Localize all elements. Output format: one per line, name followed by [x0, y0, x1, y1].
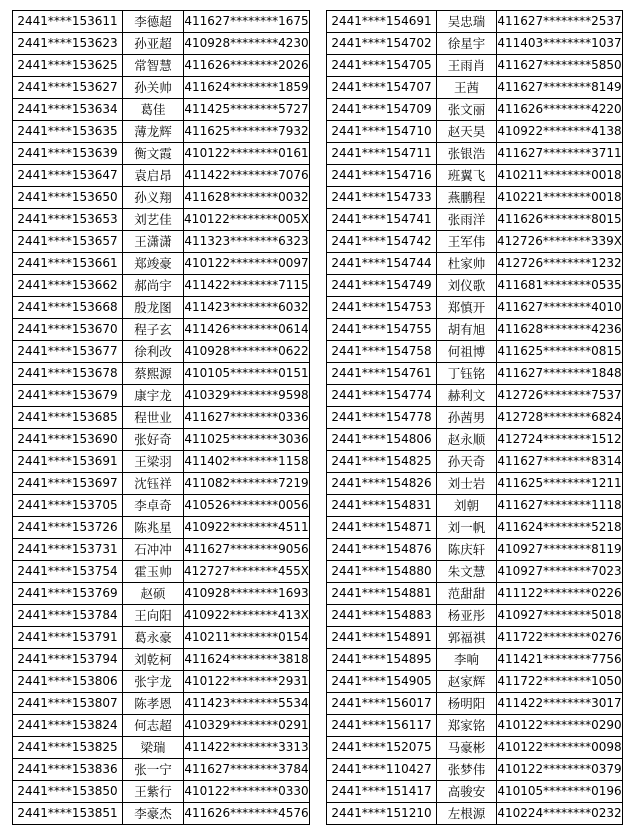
table-row [327, 231, 623, 253]
table-row [13, 759, 310, 781]
name-cell: 石冲冲 [123, 539, 184, 561]
name-cell: 李德超 [123, 11, 184, 33]
table-row [327, 451, 623, 473]
table-row [327, 33, 623, 55]
name-cell: 班翼飞 [437, 165, 497, 187]
table-row [327, 253, 623, 275]
name-cell: 康宇龙 [123, 385, 184, 407]
exam-id-cell: 2441****153677 [13, 341, 123, 363]
name-cell: 王潇潇 [123, 231, 184, 253]
table-row [13, 363, 310, 385]
id-card-cell: 411624********1859 [184, 77, 310, 99]
exam-id-cell: 2441****153807 [13, 693, 123, 715]
name-cell: 郑家铭 [437, 715, 497, 737]
table-row [13, 11, 310, 33]
name-cell: 丁钰铭 [437, 363, 497, 385]
name-cell: 刘士岩 [437, 473, 497, 495]
exam-id-cell: 2441****153639 [13, 143, 123, 165]
id-card-cell: 410526********0056 [184, 495, 310, 517]
name-cell: 王茜 [437, 77, 497, 99]
id-card-cell: 411423********5534 [184, 693, 310, 715]
id-card-cell: 411122********0226 [497, 583, 623, 605]
name-cell: 刘乾柯 [123, 649, 184, 671]
exam-id-cell: 2441****154702 [327, 33, 437, 55]
table-row [13, 627, 310, 649]
exam-id-cell: 2441****154711 [327, 143, 437, 165]
table-row [13, 671, 310, 693]
id-card-cell: 412728********6824 [497, 407, 623, 429]
id-card-cell: 411681********0535 [497, 275, 623, 297]
name-cell: 陈孝恩 [123, 693, 184, 715]
id-card-cell: 410927********7023 [497, 561, 623, 583]
exam-id-cell: 2441****154774 [327, 385, 437, 407]
exam-id-cell: 2441****154755 [327, 319, 437, 341]
id-card-cell: 412724********1512 [497, 429, 623, 451]
exam-id-cell: 2441****154905 [327, 671, 437, 693]
table-row [13, 121, 310, 143]
exam-id-cell: 2441****153850 [13, 781, 123, 803]
exam-id-cell: 2441****153653 [13, 209, 123, 231]
id-card-cell: 411627********1848 [497, 363, 623, 385]
name-cell: 刘仪歌 [437, 275, 497, 297]
id-card-cell: 412726********7537 [497, 385, 623, 407]
table-row [327, 737, 623, 759]
table-row [13, 143, 310, 165]
name-cell: 王军伟 [437, 231, 497, 253]
table-row [13, 275, 310, 297]
exam-id-cell: 2441****153623 [13, 33, 123, 55]
id-card-cell: 411626********4576 [184, 803, 310, 825]
id-card-cell: 412726********339X [497, 231, 623, 253]
id-card-cell: 411627********1675 [184, 11, 310, 33]
name-cell: 蔡熙源 [123, 363, 184, 385]
id-card-cell: 410922********4138 [497, 121, 623, 143]
table-row [13, 55, 310, 77]
id-card-cell: 411626********4220 [497, 99, 623, 121]
exam-id-cell: 2441****154733 [327, 187, 437, 209]
id-card-cell: 411627********0336 [184, 407, 310, 429]
name-cell: 李豪杰 [123, 803, 184, 825]
name-cell: 朱文慧 [437, 561, 497, 583]
id-card-cell: 411627********1118 [497, 495, 623, 517]
name-cell: 薄龙辉 [123, 121, 184, 143]
table-row [13, 231, 310, 253]
name-cell: 赫利文 [437, 385, 497, 407]
exam-id-cell: 2441****156017 [327, 693, 437, 715]
exam-id-cell: 2441****153836 [13, 759, 123, 781]
exam-id-cell: 2441****154749 [327, 275, 437, 297]
table-row [327, 187, 623, 209]
exam-id-cell: 2441****153647 [13, 165, 123, 187]
exam-id-cell: 2441****154883 [327, 605, 437, 627]
exam-id-cell: 2441****153754 [13, 561, 123, 583]
exam-id-cell: 2441****153678 [13, 363, 123, 385]
exam-id-cell: 2441****153661 [13, 253, 123, 275]
name-cell: 杨明阳 [437, 693, 497, 715]
table-row [327, 715, 623, 737]
name-cell: 葛佳 [123, 99, 184, 121]
id-card-cell: 410329********9598 [184, 385, 310, 407]
exam-id-cell: 2441****154891 [327, 627, 437, 649]
table-row [13, 539, 310, 561]
exam-id-cell: 2441****154753 [327, 297, 437, 319]
name-cell: 何志超 [123, 715, 184, 737]
table-row [327, 77, 623, 99]
name-cell: 常智慧 [123, 55, 184, 77]
id-card-cell: 410927********8119 [497, 539, 623, 561]
id-card-cell: 412726********1232 [497, 253, 623, 275]
id-card-cell: 410122********0290 [497, 715, 623, 737]
table-row [327, 473, 623, 495]
id-card-cell: 410211********0018 [497, 165, 623, 187]
table-row [13, 451, 310, 473]
table-row [327, 693, 623, 715]
name-cell: 张一宁 [123, 759, 184, 781]
exam-id-cell: 2441****153697 [13, 473, 123, 495]
exam-id-cell: 2441****154881 [327, 583, 437, 605]
exam-id-cell: 2441****153691 [13, 451, 123, 473]
table-row [13, 583, 310, 605]
name-cell: 赵家辉 [437, 671, 497, 693]
table-row [327, 121, 623, 143]
table-row [13, 473, 310, 495]
exam-id-cell: 2441****154895 [327, 649, 437, 671]
table-row [327, 341, 623, 363]
name-cell: 刘一帆 [437, 517, 497, 539]
table-row [327, 363, 623, 385]
name-cell: 陈兆星 [123, 517, 184, 539]
name-cell: 张宇龙 [123, 671, 184, 693]
exam-id-cell: 2441****154871 [327, 517, 437, 539]
table-row [13, 99, 310, 121]
table-row [327, 561, 623, 583]
name-cell: 王雨肖 [437, 55, 497, 77]
table-row [13, 561, 310, 583]
id-card-cell: 411422********3313 [184, 737, 310, 759]
exam-id-cell: 2441****153635 [13, 121, 123, 143]
exam-id-cell: 2441****153611 [13, 11, 123, 33]
id-card-cell: 411628********4236 [497, 319, 623, 341]
exam-id-cell: 2441****110427 [327, 759, 437, 781]
id-card-cell: 411082********7219 [184, 473, 310, 495]
exam-id-cell: 2441****154742 [327, 231, 437, 253]
table-row [327, 407, 623, 429]
id-card-cell: 411627********8149 [497, 77, 623, 99]
exam-id-cell: 2441****154744 [327, 253, 437, 275]
id-card-cell: 411025********3036 [184, 429, 310, 451]
name-cell: 王梁羽 [123, 451, 184, 473]
name-cell: 吴忠瑞 [437, 11, 497, 33]
name-cell: 郭福祺 [437, 627, 497, 649]
exam-id-cell: 2441****153662 [13, 275, 123, 297]
name-cell: 李响 [437, 649, 497, 671]
exam-id-cell: 2441****153825 [13, 737, 123, 759]
name-cell: 孙茜男 [437, 407, 497, 429]
table-row [327, 385, 623, 407]
name-cell: 杜家帅 [437, 253, 497, 275]
id-card-cell: 411402********1158 [184, 451, 310, 473]
name-cell: 郑慎开 [437, 297, 497, 319]
name-cell: 赵硕 [123, 583, 184, 605]
name-cell: 衡文霞 [123, 143, 184, 165]
table-row [327, 671, 623, 693]
exam-id-cell: 2441****153634 [13, 99, 123, 121]
exam-id-cell: 2441****153670 [13, 319, 123, 341]
name-cell: 高骏安 [437, 781, 497, 803]
name-cell: 殷龙图 [123, 297, 184, 319]
name-cell: 刘朝 [437, 495, 497, 517]
id-card-cell: 410927********5018 [497, 605, 623, 627]
exam-id-cell: 2441****153851 [13, 803, 123, 825]
table-row [327, 55, 623, 77]
table-row [13, 165, 310, 187]
exam-id-cell: 2441****154880 [327, 561, 437, 583]
name-cell: 葛永豪 [123, 627, 184, 649]
table-row [327, 429, 623, 451]
name-cell: 范甜甜 [437, 583, 497, 605]
table-row [13, 187, 310, 209]
id-card-cell: 411422********3017 [497, 693, 623, 715]
name-cell: 程世业 [123, 407, 184, 429]
table-row [13, 715, 310, 737]
name-cell: 张银浩 [437, 143, 497, 165]
exam-id-cell: 2441****154707 [327, 77, 437, 99]
id-card-cell: 410928********1693 [184, 583, 310, 605]
id-card-cell: 411403********1037 [497, 33, 623, 55]
id-card-cell: 411627********3784 [184, 759, 310, 781]
table-row [13, 407, 310, 429]
name-cell: 张梦伟 [437, 759, 497, 781]
name-cell: 孙关帅 [123, 77, 184, 99]
name-cell: 袁启昂 [123, 165, 184, 187]
exam-id-cell: 2441****153625 [13, 55, 123, 77]
table-row [13, 803, 310, 825]
id-card-cell: 411626********2026 [184, 55, 310, 77]
id-card-cell: 411425********5727 [184, 99, 310, 121]
table-row [327, 539, 623, 561]
exam-id-cell: 2441****154691 [327, 11, 437, 33]
name-cell: 程子玄 [123, 319, 184, 341]
name-cell: 徐星宇 [437, 33, 497, 55]
name-cell: 沈钰祥 [123, 473, 184, 495]
name-cell: 张文丽 [437, 99, 497, 121]
table-row [13, 429, 310, 451]
id-card-cell: 411422********7076 [184, 165, 310, 187]
table-row [327, 165, 623, 187]
table-row [327, 275, 623, 297]
table-row [13, 385, 310, 407]
id-card-cell: 410122********2931 [184, 671, 310, 693]
exam-id-cell: 2441****153794 [13, 649, 123, 671]
table-row [13, 649, 310, 671]
table-row [327, 605, 623, 627]
name-cell: 左根源 [437, 803, 497, 825]
exam-id-cell: 2441****153769 [13, 583, 123, 605]
id-card-cell: 411627********5850 [497, 55, 623, 77]
exam-id-cell: 2441****153690 [13, 429, 123, 451]
name-cell: 张雨洋 [437, 209, 497, 231]
table-row [13, 341, 310, 363]
name-cell: 李卓奇 [123, 495, 184, 517]
id-card-cell: 410122********005X [184, 209, 310, 231]
id-card-cell: 411627********2537 [497, 11, 623, 33]
exam-id-cell: 2441****153806 [13, 671, 123, 693]
name-cell: 孙天奇 [437, 451, 497, 473]
name-cell: 赵天昊 [437, 121, 497, 143]
id-card-cell: 411722********0276 [497, 627, 623, 649]
id-card-cell: 410122********0161 [184, 143, 310, 165]
name-cell: 马豪彬 [437, 737, 497, 759]
table-row [327, 209, 623, 231]
exam-id-cell: 2441****153657 [13, 231, 123, 253]
name-cell: 胡有旭 [437, 319, 497, 341]
table-row [327, 517, 623, 539]
id-card-cell: 411421********7756 [497, 649, 623, 671]
id-card-cell: 411628********0032 [184, 187, 310, 209]
exam-id-cell: 2441****151417 [327, 781, 437, 803]
id-card-cell: 412727********455X [184, 561, 310, 583]
id-card-cell: 411627********4010 [497, 297, 623, 319]
name-cell: 王向阳 [123, 605, 184, 627]
id-card-cell: 411627********8314 [497, 451, 623, 473]
id-card-cell: 411626********8015 [497, 209, 623, 231]
exam-id-cell: 2441****154761 [327, 363, 437, 385]
table-row [327, 495, 623, 517]
exam-id-cell: 2441****154806 [327, 429, 437, 451]
candidate-table-left [12, 10, 310, 825]
table-row [327, 781, 623, 803]
table-row [327, 99, 623, 121]
exam-id-cell: 2441****152075 [327, 737, 437, 759]
exam-id-cell: 2441****154825 [327, 451, 437, 473]
id-card-cell: 410928********4230 [184, 33, 310, 55]
name-cell: 燕鹏程 [437, 187, 497, 209]
id-card-cell: 410928********0622 [184, 341, 310, 363]
id-card-cell: 410329********0291 [184, 715, 310, 737]
table-row [327, 627, 623, 649]
exam-id-cell: 2441****153679 [13, 385, 123, 407]
name-cell: 刘艺佳 [123, 209, 184, 231]
id-card-cell: 411625********7932 [184, 121, 310, 143]
table-row [13, 781, 310, 803]
exam-id-cell: 2441****153685 [13, 407, 123, 429]
table-row [327, 319, 623, 341]
name-cell: 徐利改 [123, 341, 184, 363]
id-card-cell: 410122********0379 [497, 759, 623, 781]
id-card-cell: 411625********1211 [497, 473, 623, 495]
table-row [327, 297, 623, 319]
exam-id-cell: 2441****154716 [327, 165, 437, 187]
table-row [13, 297, 310, 319]
table-row [13, 605, 310, 627]
table-row [13, 77, 310, 99]
id-card-cell: 410221********0018 [497, 187, 623, 209]
id-card-cell: 410224********0232 [497, 803, 623, 825]
id-card-cell: 410922********413X [184, 605, 310, 627]
id-card-cell: 410922********4511 [184, 517, 310, 539]
name-cell: 何祖博 [437, 341, 497, 363]
exam-id-cell: 2441****154709 [327, 99, 437, 121]
exam-id-cell: 2441****154710 [327, 121, 437, 143]
id-card-cell: 411627********9056 [184, 539, 310, 561]
exam-id-cell: 2441****154741 [327, 209, 437, 231]
exam-id-cell: 2441****154778 [327, 407, 437, 429]
exam-id-cell: 2441****154831 [327, 495, 437, 517]
name-cell: 孙亚超 [123, 33, 184, 55]
id-card-cell: 411625********0815 [497, 341, 623, 363]
exam-id-cell: 2441****156117 [327, 715, 437, 737]
name-cell: 张好奇 [123, 429, 184, 451]
name-cell: 赵永顺 [437, 429, 497, 451]
exam-id-cell: 2441****153668 [13, 297, 123, 319]
id-card-cell: 410105********0151 [184, 363, 310, 385]
name-cell: 陈庆轩 [437, 539, 497, 561]
exam-id-cell: 2441****153650 [13, 187, 123, 209]
table-row [13, 517, 310, 539]
table-row [13, 737, 310, 759]
id-card-cell: 411423********6032 [184, 297, 310, 319]
table-row [13, 33, 310, 55]
candidate-table-right [326, 10, 623, 825]
table-row [327, 759, 623, 781]
table-row [327, 583, 623, 605]
name-cell: 梁瑞 [123, 737, 184, 759]
exam-id-cell: 2441****153824 [13, 715, 123, 737]
exam-id-cell: 2441****154705 [327, 55, 437, 77]
table-row [327, 649, 623, 671]
id-card-cell: 411624********5218 [497, 517, 623, 539]
table-row [327, 803, 623, 825]
name-cell: 孙义翔 [123, 187, 184, 209]
table-row [13, 495, 310, 517]
exam-id-cell: 2441****153726 [13, 517, 123, 539]
id-card-cell: 411426********0614 [184, 319, 310, 341]
table-row [13, 253, 310, 275]
exam-id-cell: 2441****153791 [13, 627, 123, 649]
id-card-cell: 410211********0154 [184, 627, 310, 649]
id-card-cell: 411422********7115 [184, 275, 310, 297]
name-cell: 郑竣豪 [123, 253, 184, 275]
exam-id-cell: 2441****153627 [13, 77, 123, 99]
id-card-cell: 411323********6323 [184, 231, 310, 253]
name-cell: 郝尚宇 [123, 275, 184, 297]
exam-id-cell: 2441****154826 [327, 473, 437, 495]
id-card-cell: 410122********0098 [497, 737, 623, 759]
table-row [13, 319, 310, 341]
exam-id-cell: 2441****154758 [327, 341, 437, 363]
id-card-cell: 411624********3818 [184, 649, 310, 671]
exam-id-cell: 2441****153784 [13, 605, 123, 627]
exam-id-cell: 2441****153705 [13, 495, 123, 517]
id-card-cell: 410122********0330 [184, 781, 310, 803]
table-row [13, 209, 310, 231]
id-card-cell: 411722********1050 [497, 671, 623, 693]
exam-id-cell: 2441****153731 [13, 539, 123, 561]
table-row [327, 11, 623, 33]
table-row [13, 693, 310, 715]
id-card-cell: 411627********3711 [497, 143, 623, 165]
name-cell: 霍玉帅 [123, 561, 184, 583]
exam-id-cell: 2441****154876 [327, 539, 437, 561]
exam-id-cell: 2441****151210 [327, 803, 437, 825]
name-cell: 杨亚彤 [437, 605, 497, 627]
name-cell: 王紫行 [123, 781, 184, 803]
table-row [327, 143, 623, 165]
id-card-cell: 410122********0097 [184, 253, 310, 275]
id-card-cell: 410105********0196 [497, 781, 623, 803]
